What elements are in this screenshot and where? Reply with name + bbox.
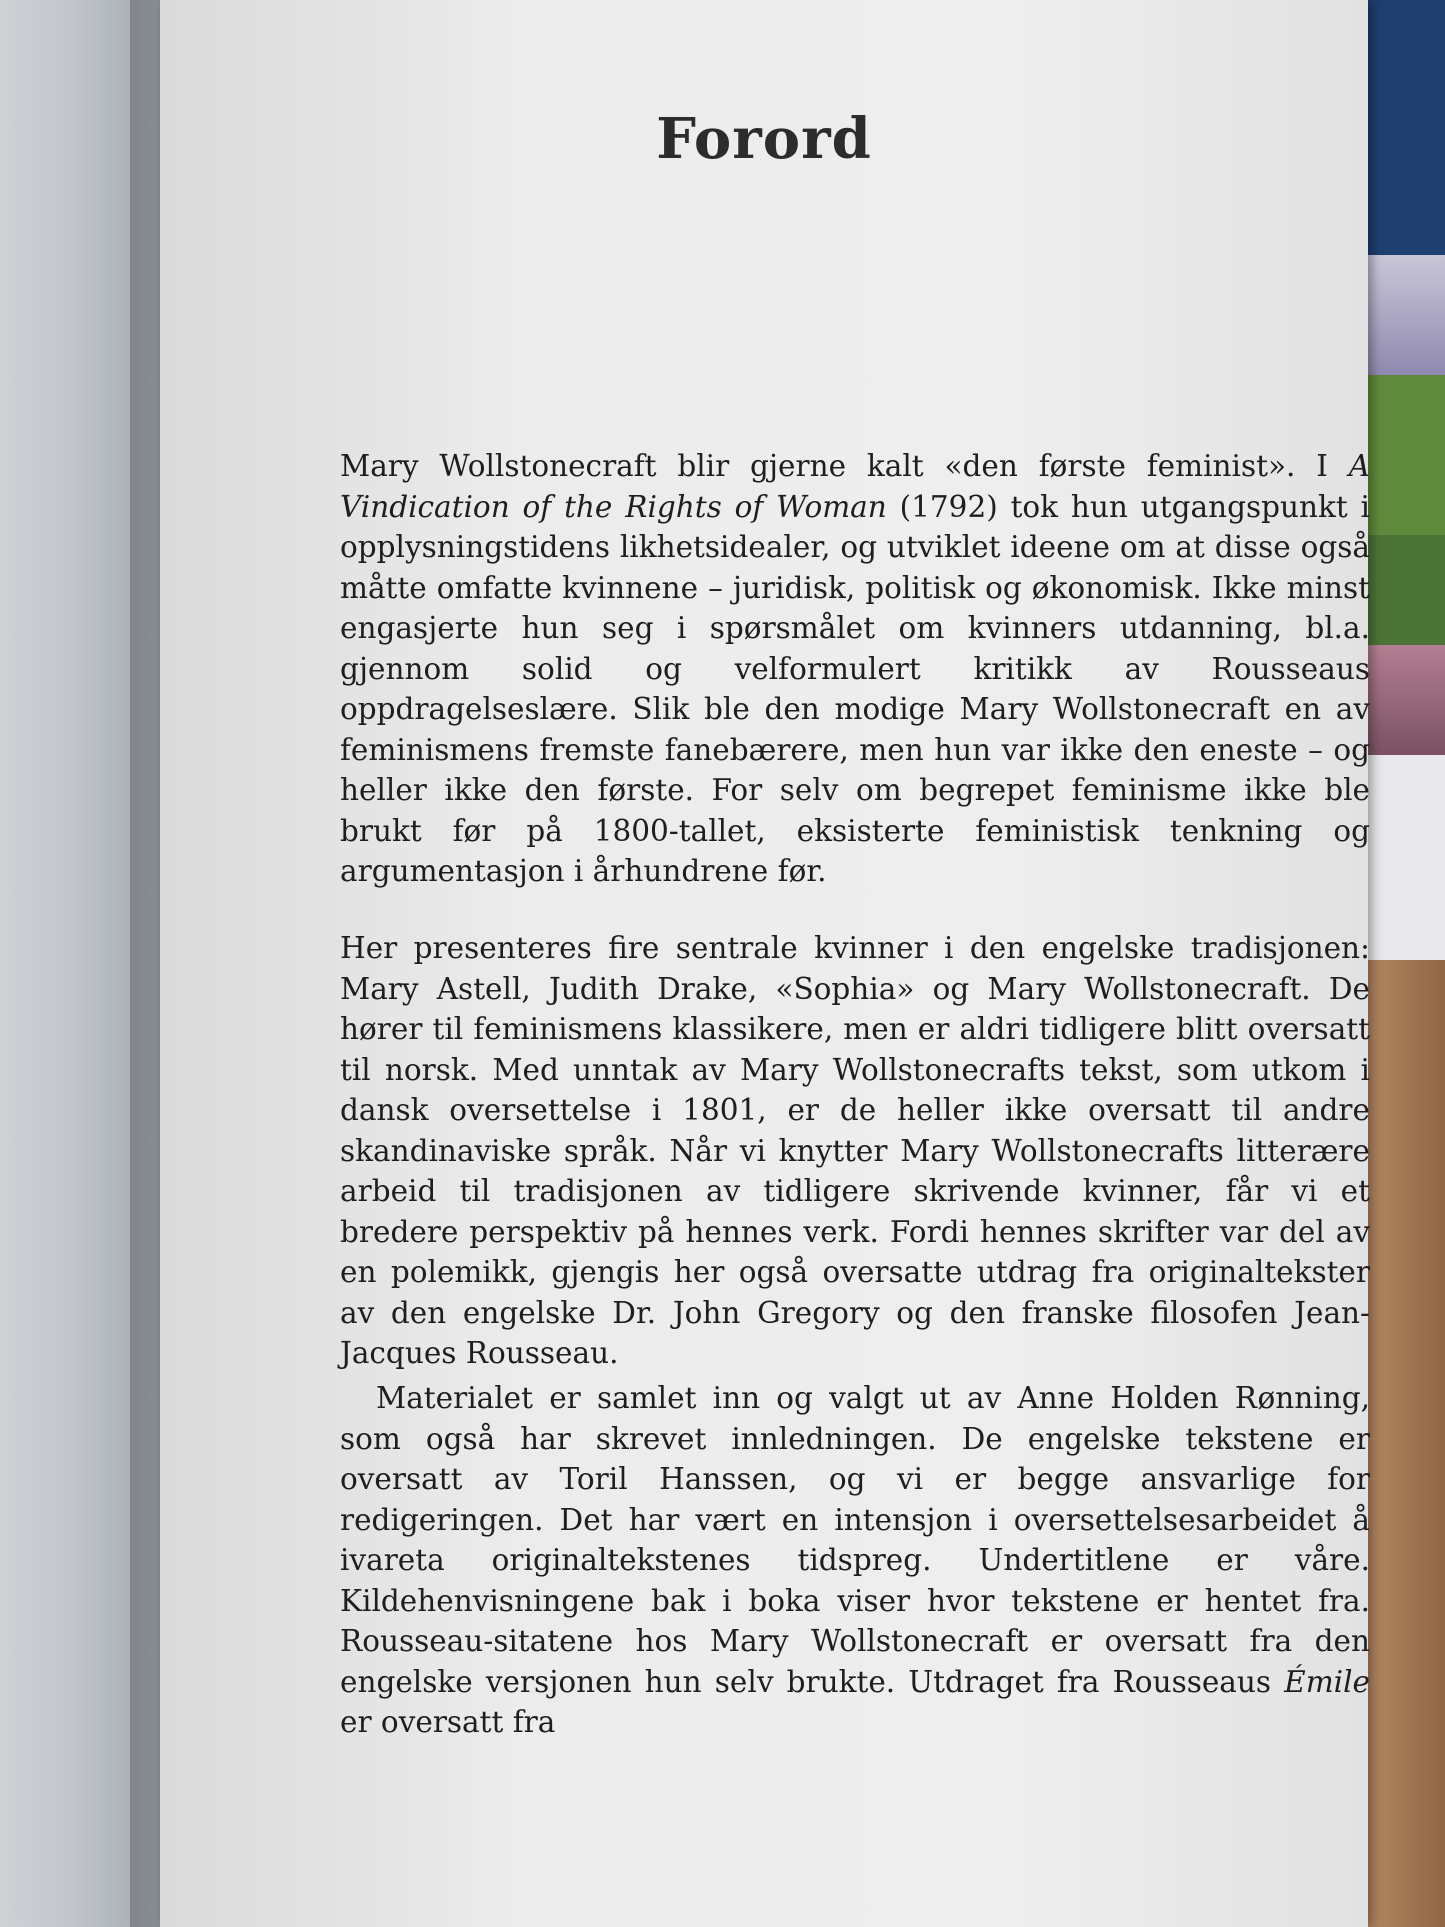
- body-text-block: [340, 928, 1370, 1374]
- text-run: Her presenteres fire sentrale kvinner i den engelske tradisjonen: Mary Astell, Judith Drake, «Sophia» og Mary Wollstonecraft. De hører til feminismens klassikere, men er aldri tidligere blitt oversatt til norsk. Med unntak av Mary Wollstonecrafts tekst, som utkom i dansk oversettelse i 1801, er de heller ikke oversatt til andre skandinaviske språk. Når vi knytter Mary Wollstonecrafts litterære arbeid til tradisjonen av tidligere skrivende kvinner, får vi et bredere perspektiv på hennes verk. Fordi hennes skrifter var del av en polemikk, gjengis her også oversatte utdrag fra originaltekster av den engelske Dr. John Gregory og den franske filosofen Jean-Jacques Rousseau.: [340, 931, 1370, 1370]
- book-title-italic: A Vindication of the Rights of Woman: [340, 449, 1370, 524]
- body-text-block: [340, 446, 1370, 892]
- text-run: (1792) tok hun utgangspunkt i opplysningstidens likhetsidealer, og utviklet ideene om at disse også måtte omfatte kvinnene – juridisk, politisk og økonomisk. Ikke minst engasjerte hun seg i spørsmålet om kvinners utdanning, bl.a. gjennom solid og velformulert kritikk av Rousseaus oppdragelseslære. Slik ble den modige Mary Wollstonecraft en av feminismens fremste fanebærere, men hun var ikke den eneste – og heller ikke den første. For selv om begrepet feminisme ikke ble brukt før på 1800-tallet, eksisterte feministisk tenkning og argumentasjon i århundrene før.: [340, 489, 1370, 888]
- page-title: Forord: [656, 106, 872, 172]
- book-title-italic: Émile: [1284, 1664, 1370, 1699]
- text-run: Mary Wollstonecraft blir gjerne kalt «den første feminist». I: [340, 449, 1349, 483]
- text-run: Materialet er samlet inn og valgt ut av Anne Holden Rønning, som også har skrevet innledningen. De engelske tekstene er oversatt av Toril Hanssen, og vi er begge ansvarlige for redigeringen. Det har vært en intensjon i oversettelsesarbeidet å ivareta originaltekstenes tidspreg. Undertitlene er våre. Kildehenvisningene bak i boka viser hvor tekstene er hentet fra. Rousseau-sitatene hos Mary Wollstonecraft er oversatt fra den engelske versjonen hun selv brukte. Utdraget fra Rousseaus: [340, 1381, 1370, 1699]
- text-run: er oversatt fra: [340, 1705, 556, 1739]
- body-text-block: [340, 1378, 1370, 1743]
- book-page: [160, 0, 1368, 1927]
- paragraph: [340, 1378, 1370, 1743]
- paragraph: [340, 446, 1370, 892]
- paragraph: [340, 928, 1370, 1374]
